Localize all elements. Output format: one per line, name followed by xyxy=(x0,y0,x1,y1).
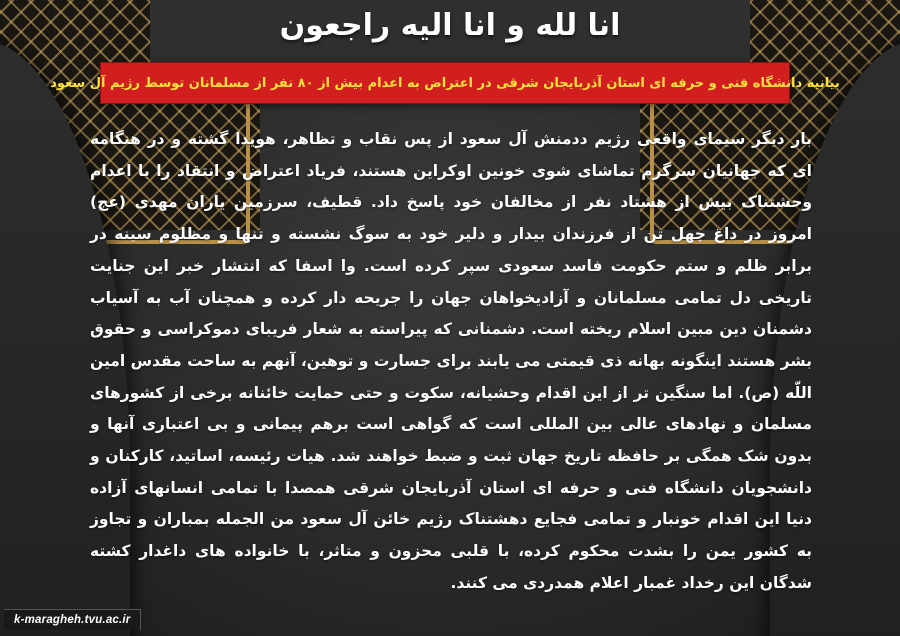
banner-title: بیانیه دانشگاه فنی و حرفه ای استان آذربایجان شرقی در اعتراض به اعدام بیش از ۸۰ نفر از مسلمانان توسط رژیم آل سعود xyxy=(50,75,840,91)
footer-website-tag xyxy=(4,609,141,630)
statement-body: بار دیگر سیمای واقعی رژیم ددمنش آل سعود از پس نقاب و تظاهر، هویدا گشته و در هنگامه ای که جهانیان سرگرم تماشای شوی خونین اوکراین هستند، فریاد اعتراض و انتقاد را با اعدام وحشتناک بیش از هشتاد نفر از مخالفان خود پاسخ داد. قطیف، سرزمین یاران مهدی (عج) امروز در داغ چهل تن از فرزندان بیدار و دلیر خود به سوگ نشسته و تنها و مظلوم سینه در برابر ظلم و ستم حکومت فاسد سعودی سپر کرده است. وا اسفا که انتشار خبر این جنایت تاریخی دل تمامی مسلمانان و آزادیخواهان جهان را جریحه دار کرده و همچنان آب به آسیاب دشمنان دین مبین اسلام ریخته است. دشمنانی که پیراسته به شعار فریبای دموکراسی و حقوق بشر هستند اینگونه بهانه ذی قیمتی می یابند برای جسارت و توهین، آنهم به ساحت مقدس امین اللّه (ص). اما سنگین تر از این اقدام وحشیانه، سکوت و حتی حمایت خائنانه برخی از کشورهای مسلمان و نهادهای عالی بین المللی است که گواهی است برهم پیمانی و بی اعتباری آنها و بدون شک همگی بر حافظه تاریخ جهان ثبت و ضبط خواهند شد. هیات رئیسه، اساتید، کارکنان و دانشجویان دانشگاه فنی و حرفه ای استان آذربایجان شرقی همصدا با تمامی انسانهای آزاده دنیا این اقدام خونبار و تمامی فجایع دهشتناک رژیم خائن آل سعود من الجمله بمباران و تجاوز به کشور یمن را بشدت محکوم کرده، با قلبی محزون و متاثر، با خانواده های داغدار کشته شدگان این رخداد غمبار اعلام همدردی می کنند. xyxy=(90,130,812,592)
page-title: انا لله و انا الیه راجعون xyxy=(279,8,621,43)
website-url: k-maragheh.tvu.ac.ir xyxy=(14,614,131,626)
statement-banner xyxy=(50,62,840,104)
